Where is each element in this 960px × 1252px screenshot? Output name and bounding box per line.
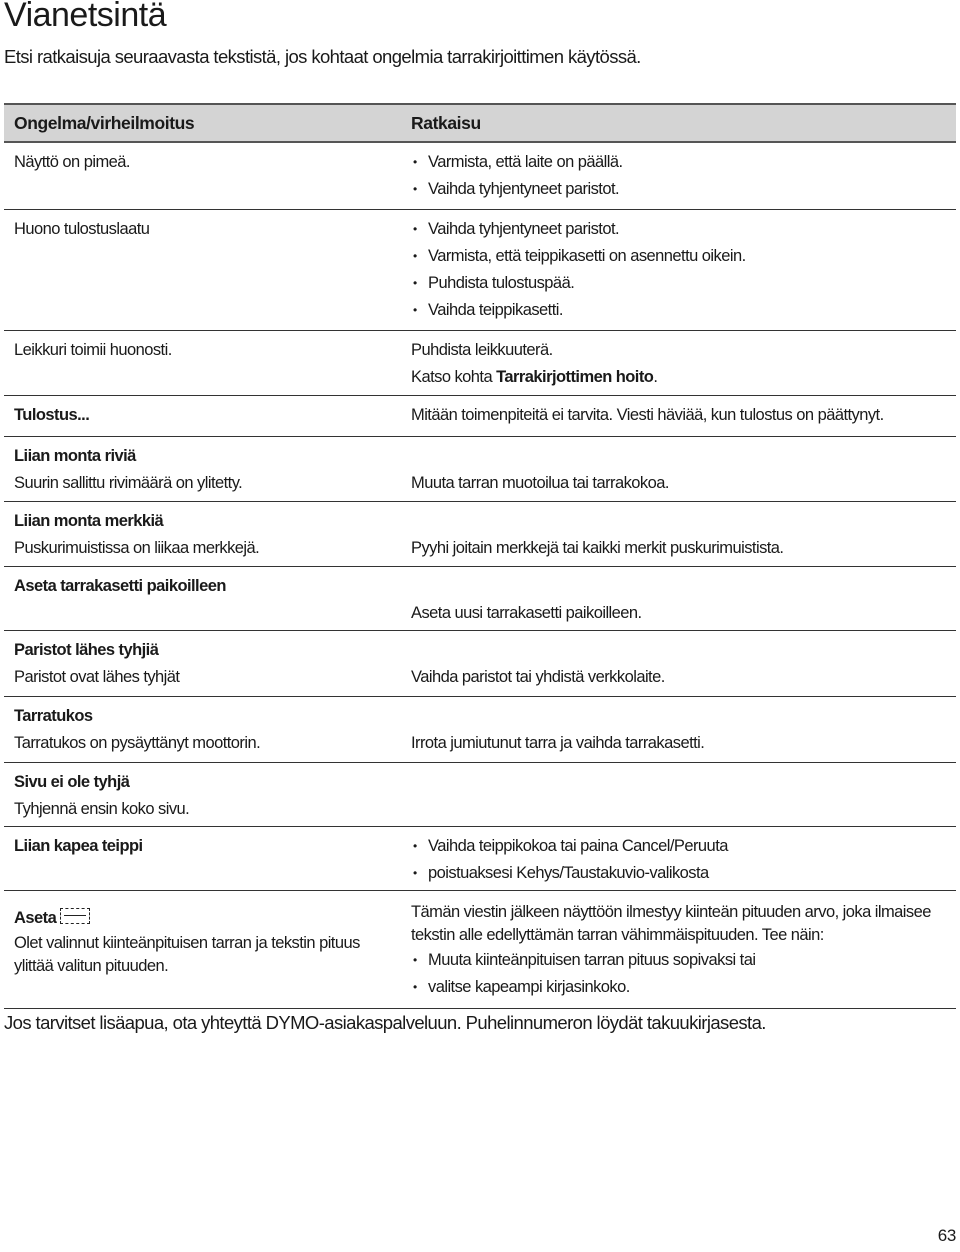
problem-text: Leikkuri toimii huonosti. — [14, 341, 172, 359]
table-row — [4, 210, 956, 331]
page-number: 63 — [937, 1226, 956, 1245]
solution-bullet: • Vaihda tyhjentyneet paristot. — [411, 216, 956, 243]
solution-bullet: • Muuta kiinteänpituisen tarran pituus sopivaksi tai — [411, 947, 956, 974]
troubleshooting-table — [4, 103, 956, 1009]
solution-bullet: • Varmista, että teippikasetti on asennettu oikein. — [411, 243, 956, 270]
table-row — [4, 567, 956, 631]
problem-text: Tarratukos on pysäyttänyt moottorin. — [14, 734, 261, 752]
solution-text-reference: Katso kohta Tarrakirjottimen hoito. — [411, 368, 658, 386]
header-solution: Ratkaisu — [411, 112, 481, 133]
solution-text: Pyyhi joitain merkkejä tai kaikki merkit puskurimuistista. — [411, 539, 784, 557]
solution-text: Muuta tarran muotoilua tai tarrakokoa. — [411, 474, 669, 492]
table-row — [4, 631, 956, 697]
footer-help-text: Jos tarvitset lisäapua, ota yhteyttä DYMO-asiakaspalveluun. Puhelinnumeron löydät takuukirjasesta. — [4, 1012, 766, 1033]
table-row — [4, 891, 956, 1009]
solution-bullet: • Vaihda teippikokoa tai paina Cancel/Peruuta — [411, 833, 956, 860]
problem-text: Tyhjennä ensin koko sivu. — [14, 800, 190, 818]
table-row — [4, 331, 956, 396]
error-message: Aseta tarrakasetti paikoilleen — [14, 577, 226, 595]
table-row — [4, 437, 956, 502]
error-message: Liian kapea teippi — [14, 837, 143, 855]
solution-text: Mitään toimenpiteitä ei tarvita. Viesti häviää, kun tulostus on päättynyt. — [411, 406, 884, 424]
problem-text: Puskurimuistissa on liikaa merkkejä. — [14, 539, 260, 557]
solution-bullet: • poistuaksesi Kehys/Taustakuvio-valikosta — [411, 860, 956, 887]
table-row — [4, 763, 956, 827]
solution-bullet: • Puhdista tulostuspää. — [411, 270, 956, 297]
table-row — [4, 396, 956, 437]
solution-bullet: • Vaihda teippikasetti. — [411, 297, 956, 324]
solution-text: Aseta uusi tarrakasetti paikoilleen. — [411, 604, 642, 622]
problem-text: Huono tulostuslaatu — [14, 220, 150, 238]
error-message-with-icon: Aseta — [14, 905, 401, 932]
solution-text: Tämän viestin jälkeen näyttöön ilmestyy kiinteän pituuden arvo, joka ilmaisee tekstin alle edellyttämän tarran vähimmäispituuden. Tee näin: — [411, 903, 931, 944]
table-row — [4, 502, 956, 567]
problem-text: Näyttö on pimeä. — [14, 153, 130, 171]
table-row — [4, 827, 956, 891]
solution-text: Irrota jumiutunut tarra ja vaihda tarrakasetti. — [411, 734, 705, 752]
error-message: Sivu ei ole tyhjä — [14, 773, 130, 791]
solution-bullet: • valitse kapeampi kirjasinkoko. — [411, 974, 956, 1001]
solution-text: Puhdista leikkuuterä. — [411, 341, 553, 359]
error-message: Tarratukos — [14, 707, 93, 725]
error-message: Paristot lähes tyhjiä — [14, 641, 159, 659]
solution-bullet: • Vaihda tyhjentyneet paristot. — [411, 176, 956, 203]
error-message: Tulostus... — [14, 406, 90, 424]
reference-link-text: Tarrakirjottimen hoito — [496, 368, 654, 386]
table-row — [4, 143, 956, 210]
error-message: Liian monta riviä — [14, 447, 136, 465]
solution-bullet: • Varmista, että laite on päällä. — [411, 149, 956, 176]
problem-text: Olet valinnut kiinteänpituisen tarran ja tekstin pituus ylittää valitun pituuden. — [14, 934, 360, 975]
problem-text: Suurin sallittu rivimäärä on ylitetty. — [14, 474, 243, 492]
fixed-length-icon — [60, 908, 90, 924]
page-title: Vianetsintä — [4, 0, 167, 34]
header-problem: Ongelma/virheilmoitus — [14, 112, 195, 133]
table-header — [4, 103, 956, 143]
page-subtitle: Etsi ratkaisuja seuraavasta tekstistä, jos kohtaat ongelmia tarrakirjoittimen käytössä. — [4, 46, 641, 67]
error-message: Liian monta merkkiä — [14, 512, 164, 530]
solution-text: Vaihda paristot tai yhdistä verkkolaite. — [411, 668, 665, 686]
problem-text: Paristot ovat lähes tyhjät — [14, 668, 180, 686]
table-row — [4, 697, 956, 763]
